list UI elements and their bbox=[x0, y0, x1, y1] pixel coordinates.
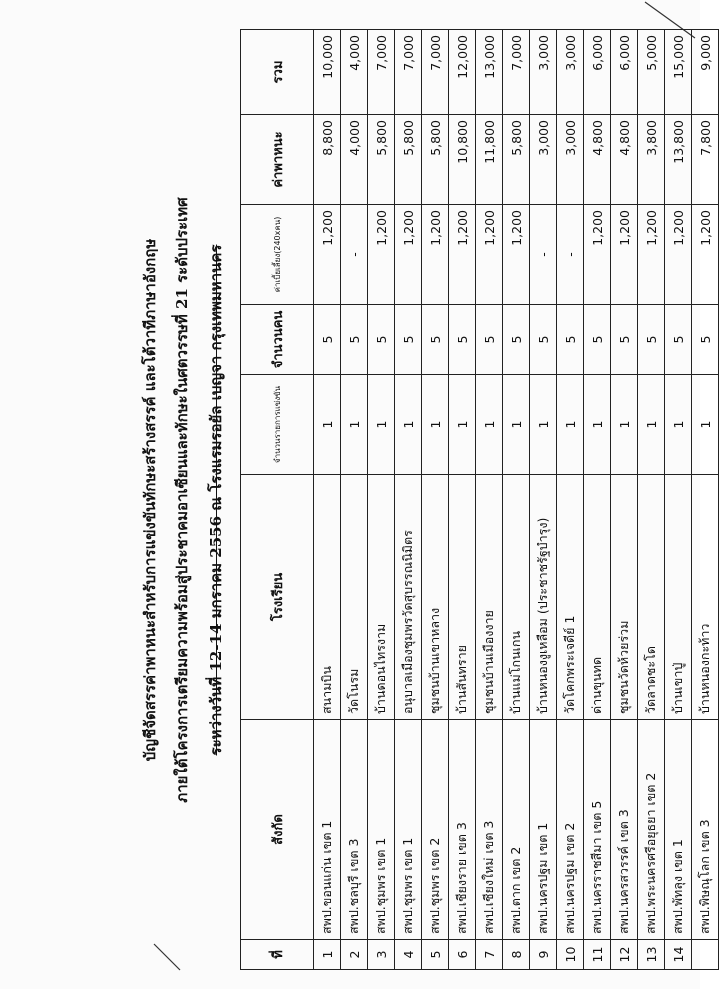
cell-items: 1 bbox=[503, 375, 530, 475]
cell-no: 1 bbox=[314, 940, 341, 970]
cell-people: 5 bbox=[422, 305, 449, 375]
cell-agency: สพป.นครราชสีมา เขต 5 bbox=[584, 720, 611, 940]
cell-transport: 5,800 bbox=[368, 115, 395, 205]
table-row bbox=[611, 30, 638, 970]
cell-agency: สพป.ขอนแก่น เขต 1 bbox=[314, 720, 341, 940]
cell-total: 10,000 bbox=[314, 30, 341, 115]
cell-transport: 8,800 bbox=[314, 115, 341, 205]
cell-total: 7,000 bbox=[503, 30, 530, 115]
cell-people: 5 bbox=[368, 305, 395, 375]
cell-agency: สพป.เชียงราย เขต 3 bbox=[449, 720, 476, 940]
table-row bbox=[395, 30, 422, 970]
header-school: โรงเรียน bbox=[241, 475, 314, 720]
cell-people: 5 bbox=[665, 305, 692, 375]
cell-no: 2 bbox=[341, 940, 368, 970]
cell-agency: สพป.พระนครศรีอยุธยา เขต 2 bbox=[638, 720, 665, 940]
cell-transport: 5,800 bbox=[395, 115, 422, 205]
cell-total: 7,000 bbox=[395, 30, 422, 115]
header-people: จำนวนคน bbox=[241, 305, 314, 375]
cell-items: 1 bbox=[692, 375, 719, 475]
cell-transport: 5,800 bbox=[503, 115, 530, 205]
cell-items: 1 bbox=[368, 375, 395, 475]
cell-transport: 10,800 bbox=[449, 115, 476, 205]
table-row bbox=[341, 30, 368, 970]
cell-agency: สพป.เชียงใหม่ เขต 3 bbox=[476, 720, 503, 940]
cell-allowance: 1,200 bbox=[395, 205, 422, 305]
cell-allowance: 1,200 bbox=[368, 205, 395, 305]
cell-school: วัดโคกพระเจดีย์ 1 bbox=[557, 475, 584, 720]
table-row bbox=[557, 30, 584, 970]
table-row bbox=[638, 30, 665, 970]
cell-school: สนามบิน bbox=[314, 475, 341, 720]
table-row bbox=[422, 30, 449, 970]
cell-total: 3,000 bbox=[530, 30, 557, 115]
header-no: ที่ bbox=[241, 940, 314, 970]
cell-transport: 11,800 bbox=[476, 115, 503, 205]
cell-allowance: - bbox=[341, 205, 368, 305]
cell-total: 9,000 bbox=[692, 30, 719, 115]
cell-people: 5 bbox=[611, 305, 638, 375]
cell-items: 1 bbox=[395, 375, 422, 475]
title-block bbox=[130, 30, 240, 970]
cell-people: 5 bbox=[530, 305, 557, 375]
cell-people: 5 bbox=[638, 305, 665, 375]
cell-school: ด่านขุนทด bbox=[584, 475, 611, 720]
cell-transport: 13,800 bbox=[665, 115, 692, 205]
cell-transport: 4,800 bbox=[611, 115, 638, 205]
cell-allowance: - bbox=[557, 205, 584, 305]
cell-school: บ้านหนองงูเหลือม (ประชาชรัฐบำรุง) bbox=[530, 475, 557, 720]
cell-agency: สพป.นครปฐม เขต 1 bbox=[530, 720, 557, 940]
cell-allowance: 1,200 bbox=[314, 205, 341, 305]
cell-allowance: 1,200 bbox=[665, 205, 692, 305]
cell-items: 1 bbox=[584, 375, 611, 475]
cell-total: 7,000 bbox=[368, 30, 395, 115]
cell-school: ชุมชนวัดห้วยร่วม bbox=[611, 475, 638, 720]
cell-school: บ้านเขาปู่ bbox=[665, 475, 692, 720]
cell-no: 8 bbox=[503, 940, 530, 970]
cell-items: 1 bbox=[557, 375, 584, 475]
cell-allowance: 1,200 bbox=[476, 205, 503, 305]
cell-school: อนุบาลเมืองชุมพรวัดสุบรรณนิมิตร bbox=[395, 475, 422, 720]
cell-total: 6,000 bbox=[611, 30, 638, 115]
cell-total: 15,000 bbox=[665, 30, 692, 115]
table-row bbox=[692, 30, 719, 970]
cell-no: 6 bbox=[449, 940, 476, 970]
cell-items: 1 bbox=[476, 375, 503, 475]
table-row bbox=[530, 30, 557, 970]
cell-agency: สพป.นครสวรรค์ เขต 3 bbox=[611, 720, 638, 940]
cell-no: 4 bbox=[395, 940, 422, 970]
cell-agency: สพป.พัทลุง เขต 1 bbox=[665, 720, 692, 940]
cell-items: 1 bbox=[422, 375, 449, 475]
cell-people: 5 bbox=[692, 305, 719, 375]
cell-allowance: 1,200 bbox=[449, 205, 476, 305]
title-line-3: ระหว่างวันที่ 12-14 มกราคม 2556 ณ โรงแรมรอยัล เบญจา กรุงเทพมหานคร bbox=[207, 244, 225, 756]
header-allowance: ค่าเบี้ยเลี้ยง(240xคน) bbox=[241, 205, 314, 305]
cell-people: 5 bbox=[314, 305, 341, 375]
cell-agency: สพป.ชุมพร เขต 2 bbox=[422, 720, 449, 940]
cell-items: 1 bbox=[314, 375, 341, 475]
header-transport: ค่าพาหนะ bbox=[241, 115, 314, 205]
cell-agency: สพป.ชุมพร เขต 1 bbox=[395, 720, 422, 940]
cell-no: 7 bbox=[476, 940, 503, 970]
cell-agency: สพป.ตาก เขต 2 bbox=[503, 720, 530, 940]
cell-agency: สพป.ชุมพร เขต 1 bbox=[368, 720, 395, 940]
table-row bbox=[476, 30, 503, 970]
cell-transport: 4,000 bbox=[341, 115, 368, 205]
cell-no: 11 bbox=[584, 940, 611, 970]
cell-total: 4,000 bbox=[341, 30, 368, 115]
cell-transport: 4,800 bbox=[584, 115, 611, 205]
cell-transport: 3,800 bbox=[638, 115, 665, 205]
cell-people: 5 bbox=[557, 305, 584, 375]
cell-no: 12 bbox=[611, 940, 638, 970]
cell-allowance: 1,200 bbox=[611, 205, 638, 305]
cell-school: บ้านหนองกะท้าว bbox=[692, 475, 719, 720]
cell-transport: 3,000 bbox=[557, 115, 584, 205]
table-row bbox=[314, 30, 341, 970]
cell-people: 5 bbox=[584, 305, 611, 375]
table-row bbox=[449, 30, 476, 970]
cell-school: วัดโนรม bbox=[341, 475, 368, 720]
cell-items: 1 bbox=[638, 375, 665, 475]
cell-agency: สพป.นครปฐม เขต 2 bbox=[557, 720, 584, 940]
cell-allowance: 1,200 bbox=[638, 205, 665, 305]
table-row bbox=[503, 30, 530, 970]
cell-items: 1 bbox=[449, 375, 476, 475]
cell-no: 10 bbox=[557, 940, 584, 970]
cell-items: 1 bbox=[665, 375, 692, 475]
title-line-1: บัญชีจัดสรรค่าพาหนะสำหรับการแข่งขันทักษะสร้างสรรค์ และโต้วาทีภาษาอังกฤษ bbox=[141, 238, 159, 762]
table-row bbox=[584, 30, 611, 970]
cell-transport: 5,800 bbox=[422, 115, 449, 205]
cell-no: 5 bbox=[422, 940, 449, 970]
cell-school: ชุมชนบ้านเมืองงาย bbox=[476, 475, 503, 720]
cell-no: 3 bbox=[368, 940, 395, 970]
cell-no: 9 bbox=[530, 940, 557, 970]
table-row bbox=[665, 30, 692, 970]
cell-total: 3,000 bbox=[557, 30, 584, 115]
cell-school: ชุมชนบ้านเขาหลาง bbox=[422, 475, 449, 720]
cell-agency: สพป.ชลบุรี เขต 3 bbox=[341, 720, 368, 940]
header-items: จำนวนรายการแข่งขัน bbox=[241, 375, 314, 475]
cell-transport: 7,800 bbox=[692, 115, 719, 205]
cell-total: 7,000 bbox=[422, 30, 449, 115]
cell-school: บ้านแม่โกนเกน bbox=[503, 475, 530, 720]
cell-agency: สพป.พิษณุโลก เขต 3 bbox=[692, 720, 719, 940]
cell-people: 5 bbox=[476, 305, 503, 375]
title-line-2: ภายใต้โครงการเตรียมความพร้อมสู่ประชาคมอาเซียนและทักษะในศตวรรษที่ 21 ระดับประเทศ bbox=[173, 197, 191, 803]
cell-total: 5,000 bbox=[638, 30, 665, 115]
header-agency: สังกัด bbox=[241, 720, 314, 940]
cell-people: 5 bbox=[341, 305, 368, 375]
cell-total: 6,000 bbox=[584, 30, 611, 115]
cell-people: 5 bbox=[503, 305, 530, 375]
rotated-document bbox=[130, 30, 713, 970]
cell-no: 13 bbox=[638, 940, 665, 970]
header-total: รวม bbox=[241, 30, 314, 115]
cell-total: 13,000 bbox=[476, 30, 503, 115]
cell-items: 1 bbox=[341, 375, 368, 475]
allocation-table bbox=[240, 29, 719, 970]
cell-allowance: 1,200 bbox=[422, 205, 449, 305]
cell-items: 1 bbox=[530, 375, 557, 475]
cell-school: บ้านสันทราย bbox=[449, 475, 476, 720]
cell-people: 5 bbox=[395, 305, 422, 375]
cell-no bbox=[692, 940, 719, 970]
cell-allowance: - bbox=[530, 205, 557, 305]
cell-allowance: 1,200 bbox=[503, 205, 530, 305]
cell-items: 1 bbox=[611, 375, 638, 475]
cell-people: 5 bbox=[449, 305, 476, 375]
cell-no: 14 bbox=[665, 940, 692, 970]
cell-allowance: 1,200 bbox=[692, 205, 719, 305]
table-row bbox=[368, 30, 395, 970]
table-header-row bbox=[241, 30, 314, 970]
cell-total: 12,000 bbox=[449, 30, 476, 115]
cell-allowance: 1,200 bbox=[584, 205, 611, 305]
cell-school: บ้านดอนไทรงาม bbox=[368, 475, 395, 720]
cell-transport: 3,000 bbox=[530, 115, 557, 205]
cell-school: วัดลาดชะโด bbox=[638, 475, 665, 720]
